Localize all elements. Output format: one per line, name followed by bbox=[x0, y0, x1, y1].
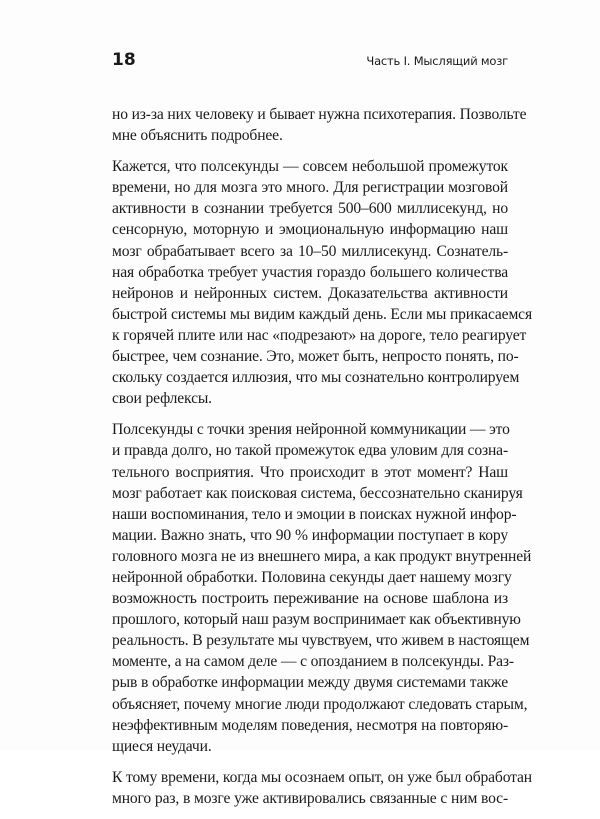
text-line: мозг работает как поисковая система, бессознательно сканируя bbox=[112, 484, 523, 502]
text-line: мозг обрабатывает всего за 10–50 миллисекунд. Сознатель- bbox=[112, 242, 508, 260]
text-line: реальность. В результате мы чувствуем, что живем в настоящем bbox=[112, 632, 530, 650]
paragraph bbox=[112, 419, 532, 757]
text-line: много раз, в мозге уже активировались связанные с ним вос- bbox=[112, 789, 508, 807]
text-line: но из-за них человеку и бывает нужна психотерапия. Позвольте bbox=[112, 106, 527, 123]
text-line: возможность построить переживание на основе шаблона из bbox=[112, 590, 508, 608]
text-line: наши воспоминания, тело и эмоции в поисках нужной инфор- bbox=[112, 505, 517, 523]
text-line: и правда долго, но такой промежуток едва уловим для созна- bbox=[112, 442, 508, 460]
running-head: Часть I. Мыслящий мозг bbox=[366, 54, 508, 68]
text-line: скольку создается иллюзия, что мы сознательно контролируем bbox=[112, 369, 520, 387]
text-line: быстрой системы мы видим каждый день. Если мы прикасаемся bbox=[112, 305, 532, 323]
text-line: сенсорную, моторную и эмоциональную информацию наш bbox=[112, 221, 508, 239]
paragraph bbox=[112, 156, 532, 409]
text-line: прошлого, который наш разум воспринимает как объективную bbox=[112, 611, 521, 629]
text-line: нейронной обработки. Половина секунды дает нашему мозгу bbox=[112, 568, 512, 586]
text-line: мне объяснить подробнее. bbox=[112, 127, 283, 145]
text-line: времени, но для мозга это много. Для регистрации мозговой bbox=[112, 179, 508, 197]
page-header bbox=[112, 50, 508, 76]
text-line: Полсекунды с точки зрения нейронной коммуникации — это bbox=[112, 421, 510, 439]
text-line: неэффективным моделям поведения, несмотря на повторяю- bbox=[112, 716, 508, 734]
text-line: активности в сознании требуется 500–600 миллисекунд, но bbox=[112, 200, 508, 218]
paragraph bbox=[112, 767, 532, 809]
text-line: быстрее, чем сознание. Это, может быть, непросто понять, по- bbox=[112, 348, 519, 366]
text-line: К тому времени, когда мы осознаем опыт, он уже был обработан bbox=[112, 768, 532, 786]
text-line: Кажется, что полсекунды — совсем небольшой промежуток bbox=[112, 158, 508, 176]
text-line: нейронов и нейронных систем. Доказательства активности bbox=[112, 284, 508, 302]
text-line: свои рефлексы. bbox=[112, 390, 212, 408]
text-line: мации. Важно знать, что 90 % информации поступает в кору bbox=[112, 526, 508, 544]
text-line: ная обработка требует участия гораздо большего количества bbox=[112, 263, 508, 281]
paragraph bbox=[112, 104, 527, 146]
text-line: тельного восприятия. Что происходит в этот момент? Наш bbox=[112, 463, 508, 481]
text-line: моменте, а на самом деле — с опозданием в полсекунды. Раз- bbox=[112, 653, 514, 671]
text-line: объясняет, почему многие люди продолжают следовать старым, bbox=[112, 695, 528, 713]
text-line: рыв в обработке информации между двумя системами также bbox=[112, 674, 508, 692]
text-line: к горячей плите или нас «подрезают» на дороге, тело реагирует bbox=[112, 326, 527, 344]
text-line: щиеся неудачи. bbox=[112, 737, 212, 755]
body-text bbox=[112, 104, 532, 819]
text-line: головного мозга не из внешнего мира, а как продукт внутренней bbox=[112, 547, 532, 565]
page-number: 18 bbox=[112, 50, 136, 70]
